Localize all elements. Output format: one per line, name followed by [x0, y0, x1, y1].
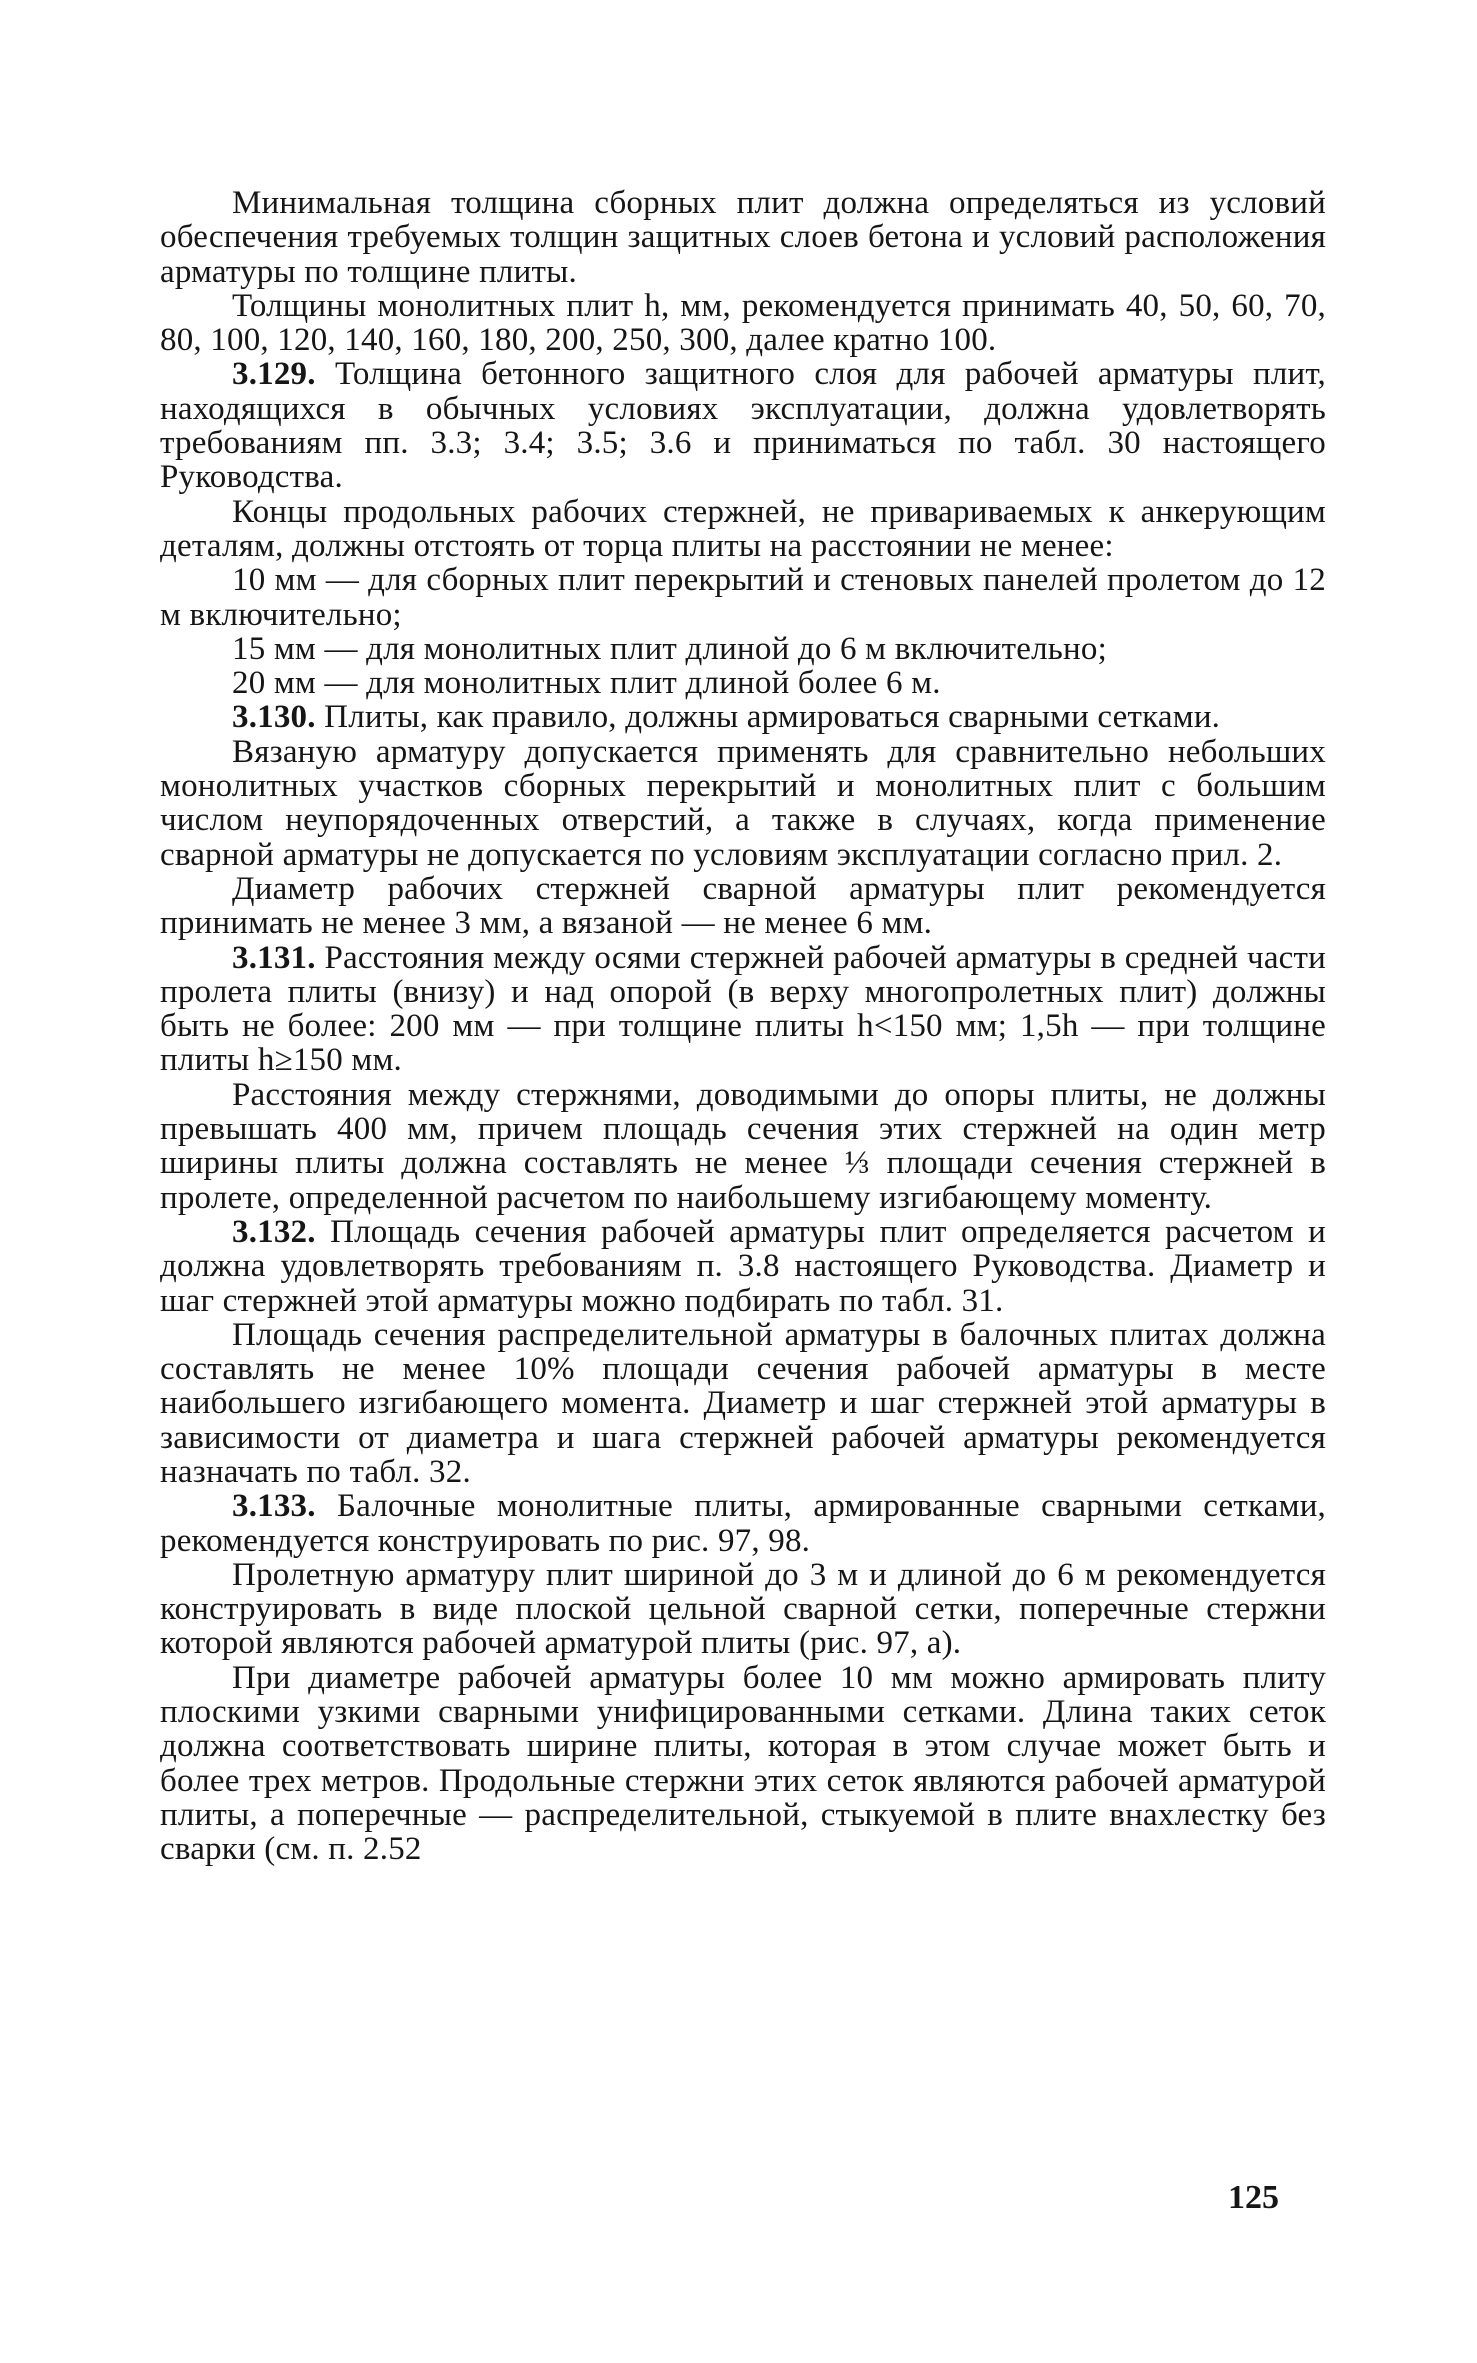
paragraph-section-3-129: 3.129. Толщина бетонного защитного слоя для рабочей арматуры плит, находящихся в обычных условиях эксплуатации, должна удовлетворять требованиям пп. 3.3; 3.4; 3.5; 3.6 и приниматься по табл. 30 настоящего Руководства. [160, 356, 1327, 496]
paragraph-distribution-reinforcement: Площадь сечения распределительной арматуры в балочных плитах должна составлять не менее 10% площади сечения рабочей арматуры в месте наибольшего изгибающего момента. Диаметр и шаг стержней этой арматуры в зависимости от диаметра и шага стержней рабочей арматуры рекомендуется назначать по табл. 32. [160, 1316, 1326, 1490]
page-text-block [160, 186, 1326, 2286]
paragraph-monolithic-thickness: Толщины монолитных плит h, мм, рекомендуется принимать 40, 50, 60, 70, 80, 100, 120, 140, 160, 180, 200, 250, 300, далее кратно 100. [160, 287, 1326, 359]
paragraph-section-3-132: 3.132. Площадь сечения рабочей арматуры плит определяется расчетом и должна удовлетворять требованиям п. 3.8 настоящего Руководства. Диаметр и шаг стержней этой арматуры можно подбирать по табл. 31. [160, 1213, 1327, 1319]
paragraph-section-3-131: 3.131. Расстояния между осями стержней рабочей арматуры в средней части пролета плиты (внизу) и над опорой (в верху многопролетных плит) должны быть не более: 200 мм — при толщине плиты h<150 мм; 1,5h — при толщине плиты h≥150 мм. [160, 939, 1326, 1079]
page-number: 125 [1228, 2179, 1279, 2216]
section-number: 3.130. [232, 699, 316, 736]
section-number: 3.131. [232, 939, 316, 976]
paragraph-section-3-130: 3.130. Плиты, как правило, должны армироваться сварными сетками. [232, 699, 1221, 736]
paragraph-support-spacing: Расстояния между стержнями, доводимыми до опоры плиты, не должны превышать 400 мм, причем площадь сечения этих стержней на один метр ширины плиты должна составлять не менее ⅓ площади сечения стержней в пролете, определенной расчетом по наибольшему изгибающему моменту. [160, 1076, 1326, 1216]
paragraph-item-10mm: 10 мм — для сборных плит перекрытий и стеновых панелей пролетом до 12 м включительно; [160, 562, 1326, 633]
paragraph-min-thickness: Минимальная толщина сборных плит должна определяться из условий обеспечения требуемых толщин защитных слоев бетона и условий расположения арматуры по толщине плиты. [160, 185, 1326, 290]
paragraph-bar-ends: Концы продольных рабочих стержней, не привариваемых к анкерующим деталям, должны отстоять от торца плиты на расстоянии не менее: [160, 493, 1326, 564]
paragraph-narrow-meshes: При диаметре рабочей арматуры более 10 мм можно армировать плиту плоскими узкими сварными унифицированными сетками. Длина таких сеток должна соответствовать ширине плиты, которая в этом случае может быть и более трех метров. Продольные стержни этих сеток являются рабочей арматурой плиты, а поперечные — распределительной, стыкуемой в плите внахлестку без сварки (см. п. 2.52 [160, 1659, 1326, 1868]
paragraph-item-15mm: 15 мм — для монолитных плит длиной до 6 м включительно; [232, 630, 1107, 667]
section-number: 3.132. [232, 1213, 316, 1250]
paragraph-tied-reinforcement: Вязаную арматуру допускается применять для сравнительно небольших монолитных участков сборных перекрытий и монолитных плит с большим числом неупорядоченных отверстий, а также в случаях, когда применение сварной арматуры не допускается по условиям эксплуатации согласно прил. 2. [160, 733, 1326, 873]
section-number: 3.133. [232, 1488, 316, 1525]
section-number: 3.129. [232, 356, 316, 393]
paragraph-span-reinforcement: Пролетную арматуру плит шириной до 3 м и длиной до 6 м рекомендуется конструировать в виде плоской цельной сварной сетки, поперечные стержни которой являются рабочей арматурой плиты (рис. 97, a). [160, 1556, 1326, 1662]
paragraph-item-20mm: 20 мм — для монолитных плит длиной более 6 м. [232, 665, 941, 702]
paragraph-bar-diameter: Диаметр рабочих стержней сварной арматуры плит рекомендуется принимать не менее 3 мм, а вязаной — не менее 6 мм. [160, 870, 1326, 942]
paragraph-section-3-133: 3.133. Балочные монолитные плиты, армированные сварными сетками, рекомендуется конструировать по рис. 97, 98. [160, 1488, 1327, 1559]
